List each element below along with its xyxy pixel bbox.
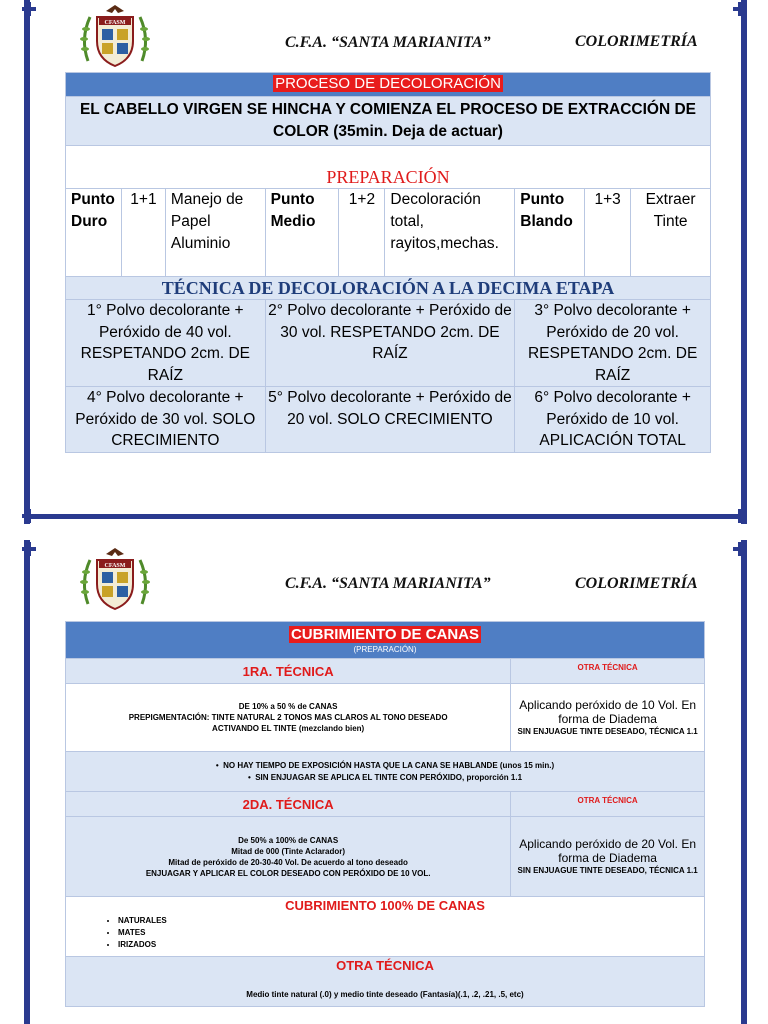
other-technique-line: SIN ENJUAGUE TINTE DESEADO, TÉCNICA 1.1 [517,727,698,736]
technique-line: ACTIVANDO EL TINTE (mezclando bien) [212,724,365,733]
notes-row [66,752,705,792]
technique-title: TÉCNICA DE DECOLORACIÓN A LA DECIMA ETAPA [66,277,711,300]
other-technique-text: Medio tinte natural (.0) y medio tinte deseado (Fantasía)(.1, .2, .21, .5, etc) [246,990,524,999]
bleaching-table [65,72,711,453]
page-border-right [741,540,747,1024]
technique-line: De 50% a 100% de CANAS [238,835,339,845]
step-cell: 6° Polvo decolorante + Peróxido de 10 vol. APLICACIÓN TOTAL [515,387,711,453]
point-use: Manejo de Papel Aluminio [165,189,265,277]
intro-text: EL CABELLO VIRGEN SE HINCHA Y COMIENZA EL PROCESO DE EXTRACCIÓN DE COLOR (35min. Deja de actuar) [66,97,711,146]
list-item: • MATES [118,927,704,939]
corner-ornament [733,542,747,556]
list-item: • SIN ENJUAGAR SE APLICA EL TINTE CON PERÓXIDO, proporción 1.1 [247,772,523,782]
table-title: CUBRIMIENTO DE CANAS [290,626,480,643]
table-subtitle: (PREPARACIÓN) [353,645,417,654]
other-technique-row [66,957,705,1007]
other-technique-line: Aplicando peróxido de 20 Vol. En forma de Diadema [519,837,697,865]
step-cell: 2° Polvo decolorante + Peróxido de 30 vol. RESPETANDO 2cm. DE RAÍZ [265,300,515,387]
corner-ornament [22,542,36,556]
table-title: PROCESO DE DECOLORACIÓN [275,75,501,92]
other-technique-heading: OTRA TÉCNICA [511,792,705,817]
technique-line: Mitad de peróxido de 20-30-40 Vol. De acuerdo al tono deseado [168,857,408,867]
coverage-list [66,915,704,951]
technique-line: ENJUAGAR Y APLICAR EL COLOR DESEADO CON PERÓXIDO DE 10 VOL. [145,868,431,878]
list-item: • NATURALES [118,915,704,927]
point-use: Decoloración total, rayitos,mechas. [385,189,515,277]
subject-title: COLORIMETRÍA [575,33,698,50]
list-item: • NO HAY TIEMPO DE EXPOSICIÓN HASTA QUE LA CANA SE HABLANDE (unos 15 min.) [215,760,555,770]
page-border-right [741,0,747,524]
other-technique-line: Aplicando peróxido de 10 Vol. En forma de Diadema [519,698,697,726]
technique-body [66,684,511,752]
svg-text:CFASM: CFASM [104,20,126,26]
school-name: C.F.A. “SANTA MARIANITA” [285,575,491,592]
school-crest-logo [78,546,152,612]
other-technique-body [511,817,705,897]
point-label: Punto Medio [265,189,339,277]
step-cell: 5° Polvo decolorante + Peróxido de 20 vol. SOLO CRECIMIENTO [265,387,515,453]
corner-ornament [733,2,747,16]
step-cell: 1° Polvo decolorante + Peróxido de 40 vol. RESPETANDO 2cm. DE RAÍZ [66,300,266,387]
full-coverage-heading: CUBRIMIENTO 100% DE CANAS [285,898,485,913]
other-technique-heading: OTRA TÉCNICA [336,958,434,973]
other-technique-body [511,684,705,752]
list-item: • IRIZADOS [118,939,704,951]
page-border-left [24,0,30,524]
table-title-row [66,622,705,659]
other-technique-heading: OTRA TÉCNICA [511,659,705,684]
step-cell: 3° Polvo decolorante + Peróxido de 20 vol. RESPETANDO 2cm. DE RAÍZ [515,300,711,387]
technique-line: PREPIGMENTACIÓN: TINTE NATURAL 2 TONOS MAS CLAROS AL TONO DESEADO [128,713,448,722]
point-ratio: 1+3 [585,189,631,277]
page-border-bottom [24,514,747,519]
technique-heading: 1RA. TÉCNICA [66,659,511,684]
school-name: C.F.A. “SANTA MARIANITA” [285,34,491,51]
point-ratio: 1+2 [339,189,385,277]
corner-ornament [733,509,747,523]
subject-title: COLORIMETRÍA [575,575,698,592]
table-title-row [66,73,711,97]
corner-ornament [22,509,36,523]
technique-body [66,817,511,897]
point-ratio: 1+1 [121,189,165,277]
full-coverage-row [66,897,705,957]
point-label: Punto Duro [66,189,122,277]
corner-ornament [22,2,36,16]
preparation-title: PREPARACIÓN [326,167,450,187]
point-label: Punto Blando [515,189,585,277]
technique-line: Mitad de 000 (Tinte Aclarador) [231,846,346,856]
school-crest-logo [78,3,152,69]
technique-line: DE 10% a 50 % de CANAS [238,702,338,711]
gray-coverage-table [65,621,705,1007]
document-page-2 [0,540,768,1024]
page-border-left [24,540,30,1024]
step-cell: 4° Polvo decolorante + Peróxido de 30 vol. SOLO CRECIMIENTO [66,387,266,453]
other-technique-line: SIN ENJUAGUE TINTE DESEADO, TÉCNICA 1.1 [517,866,698,875]
svg-text:CFASM: CFASM [104,563,126,569]
technique-heading: 2DA. TÉCNICA [66,792,511,817]
point-use: Extraer Tinte [631,189,711,277]
